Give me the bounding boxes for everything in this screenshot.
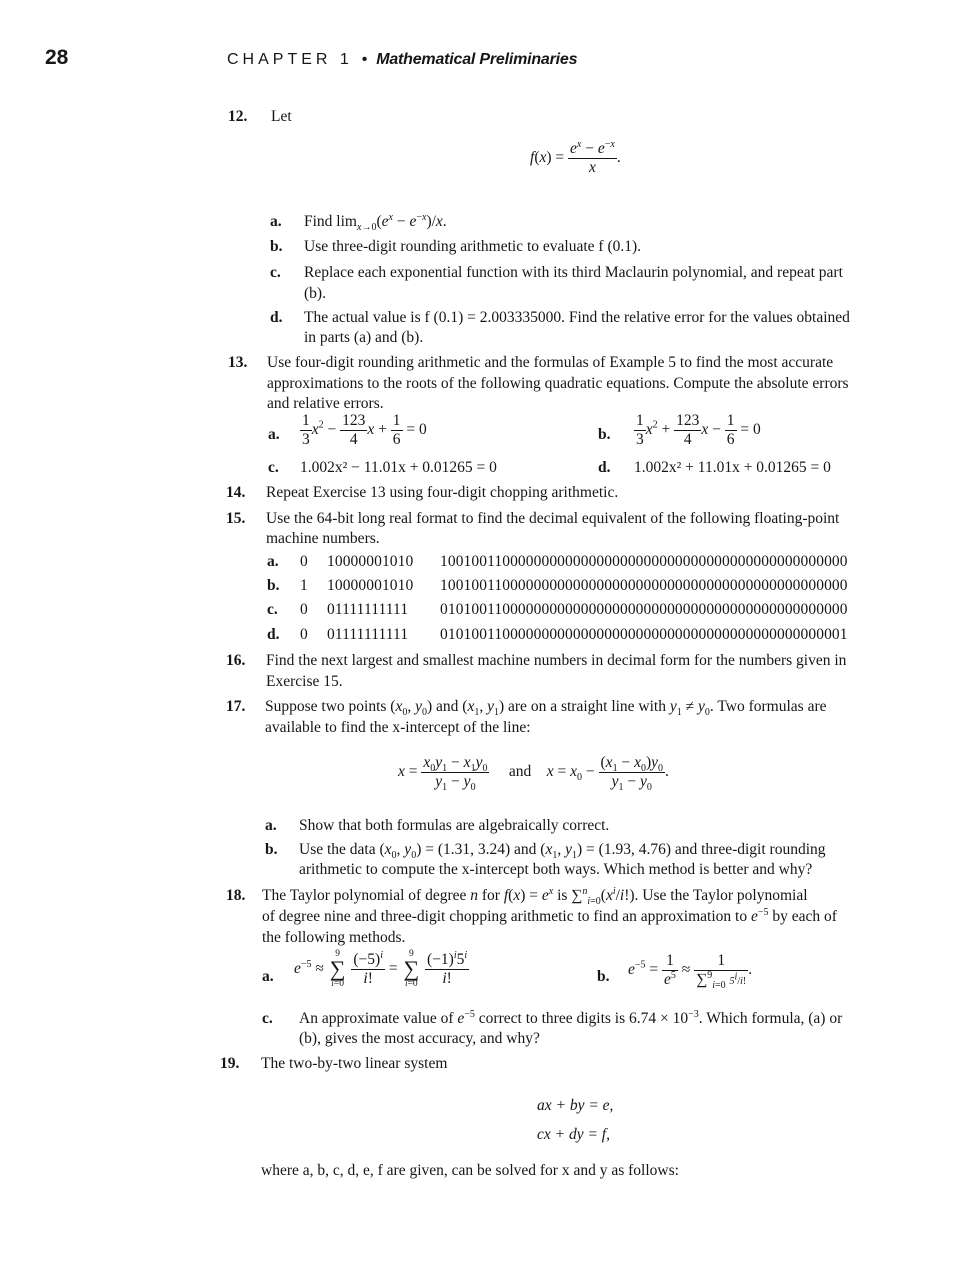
exercise-number: 13. — [228, 354, 248, 371]
equation-13b: $\frac{1}{3}$ $x^2$ + $\frac{123}{4}$ x − $\frac{1}{6}$ = 0 — [636, 412, 761, 448]
exercise-text: Let — [271, 108, 292, 125]
exercise-number: 16. — [226, 652, 246, 669]
sign-bit: 0 — [300, 626, 308, 643]
exercise-text: The two-by-two linear system — [261, 1055, 448, 1072]
exercise-text: Exercise 15. — [266, 673, 343, 690]
sign-bit: 0 — [300, 601, 308, 618]
equation-19-line1: ax + by = e, — [537, 1097, 614, 1114]
part-label: a. — [262, 968, 274, 985]
exercise-text: The Taylor polynomial of degree n for $f(x) = e^x$ is $\sum^n_{i=0}(x^i/i!)$. Use the Taylor polynomial — [262, 885, 808, 908]
part-text: (b), gives the most accuracy, and why? — [299, 1030, 540, 1047]
equation-18b: $e^{-5}$ = $\frac{1}{e^5}$ ≈ $\frac{1}{\sum^9_{i=0} 5^i/i!}$ . — [628, 952, 753, 991]
equation-13a: $\frac{1}{3}$ $x^2$ − $\frac{123}{4}$ x + $\frac{1}{6}$ = 0 — [302, 412, 427, 448]
part-label: a. — [270, 213, 282, 230]
equation-13d: 1.002x² + 11.01x + 0.01265 = 0 — [634, 459, 831, 476]
running-header — [227, 51, 577, 69]
part-label: b. — [597, 968, 610, 985]
exercise-text: approximations to the roots of the following quadratic equations. Compute the absolute errors — [267, 375, 849, 392]
part-label: a. — [265, 817, 277, 834]
mantissa-bits: 0101001100000000000000000000000000000000000000000001 — [440, 626, 848, 643]
exponent-bits: 10000001010 — [327, 577, 414, 594]
part-label: c. — [262, 1010, 273, 1027]
mantissa-bits: 1001001100000000000000000000000000000000000000000000 — [440, 577, 848, 594]
part-label: b. — [267, 577, 280, 594]
part-label: c. — [270, 264, 281, 281]
exponent-bits: 01111111111 — [327, 626, 409, 643]
exercise-number: 18. — [226, 887, 246, 904]
part-text: Use the data ($x_0$, $y_0) = (1.31$, 3.24) and ($x_1$, $y_1) = (1.93$, 4.76) and three-digit rounding — [299, 841, 826, 862]
exercise-text: available to find the x-intercept of the line: — [265, 719, 531, 736]
part-label: d. — [270, 309, 283, 326]
exercise-text: and relative errors. — [267, 395, 384, 412]
chapter-label: CHAPTER 1 — [227, 51, 353, 68]
exercise-number: 12. — [228, 108, 248, 125]
part-text: in parts (a) and (b). — [304, 329, 424, 346]
exercise-number: 14. — [226, 484, 246, 501]
mantissa-bits: 0101001100000000000000000000000000000000000000000000 — [440, 601, 848, 618]
part-text: (b). — [304, 285, 326, 302]
exponent-bits: 01111111111 — [327, 601, 409, 618]
exercise-text: Suppose two points ($x_0$, $y_0$) and ($x_1$, $y_1$) are on a straight line with $y_1 \ne y_0$. Two formulas are — [265, 698, 827, 719]
exercise-text: of degree nine and three-digit chopping arithmetic to find an approximation to $e^{-5}$ by each of — [262, 906, 837, 925]
and-word: and — [508, 762, 532, 780]
part-label: b. — [270, 238, 283, 255]
chapter-title: Mathematical Preliminaries — [376, 51, 578, 68]
part-label: d. — [598, 459, 611, 476]
part-label: a. — [268, 426, 280, 443]
exercise-number: 19. — [220, 1055, 240, 1072]
part-text: An approximate value of $e^{-5}$ correct to three digits is $6.74 \times 10^{-3}$. Which formula, (a) or — [299, 1008, 843, 1027]
exercise-text: where a, b, c, d, e, f are given, can be solved for x and y as follows: — [261, 1162, 679, 1179]
exercise-number: 17. — [226, 698, 246, 715]
part-label: a. — [267, 553, 279, 570]
exercise-text: machine numbers. — [266, 530, 380, 547]
header-bullet: • — [361, 51, 368, 68]
exercise-text: Use four-digit rounding arithmetic and the formulas of Example 5 to find the most accurate — [267, 354, 834, 371]
part-text: Find $\lim_{x\to 0}(e^x - e^{-x})/x$. — [304, 211, 447, 234]
equation-19-line2: cx + dy = f, — [537, 1126, 610, 1143]
exercise-text: the following methods. — [262, 929, 406, 946]
page-number: 28 — [45, 46, 69, 69]
equation-f-definition: f(x) = $\frac{e^x - e^{-x}}{x}$ . — [530, 138, 621, 176]
part-label: c. — [268, 459, 279, 476]
part-text: The actual value is f (0.1) = 2.003335000. Find the relative error for the values obtained — [304, 309, 850, 326]
part-text: Replace each exponential function with its third Maclaurin polynomial, and repeat part — [304, 264, 843, 281]
part-text: Use three-digit rounding arithmetic to evaluate f (0.1). — [304, 238, 642, 255]
equation-13c: 1.002x² − 11.01x + 0.01265 = 0 — [300, 459, 497, 476]
exercise-text: Find the next largest and smallest machine numbers in decimal form for the numbers given in — [266, 652, 847, 669]
equation-18a: $e^{-5}$ ≈ 9 ∑ i=0 $\frac{(-5)^i}{i!}$ = 9 ∑ i=0 $\frac{(-1)^i5^i}{i!}$ — [294, 949, 468, 989]
exponent-bits: 10000001010 — [327, 553, 414, 570]
exercise-text: Use the 64-bit long real format to find the decimal equivalent of the following floating-point — [266, 510, 840, 527]
part-label: b. — [265, 841, 278, 858]
part-text: arithmetic to compute the x-intercept both ways. Which method is better and why? — [299, 861, 813, 878]
sign-bit: 1 — [300, 577, 308, 594]
exercise-text: Repeat Exercise 13 using four-digit chopping arithmetic. — [266, 484, 619, 501]
mantissa-bits: 1001001100000000000000000000000000000000000000000000 — [440, 553, 848, 570]
part-label: c. — [267, 601, 278, 618]
part-label: d. — [267, 626, 280, 643]
part-text: Show that both formulas are algebraically correct. — [299, 817, 610, 834]
part-label: b. — [598, 426, 611, 443]
equation-x-intercept: x = $\frac{x_0y_1 - x_1y_0}{y_1 - y_0}$ and $x = x_0$ − $\frac{(x_1 - x_0)y_0}{y_1 - y_0}$ . — [398, 754, 669, 793]
sign-bit: 0 — [300, 553, 308, 570]
exercise-number: 15. — [226, 510, 246, 527]
